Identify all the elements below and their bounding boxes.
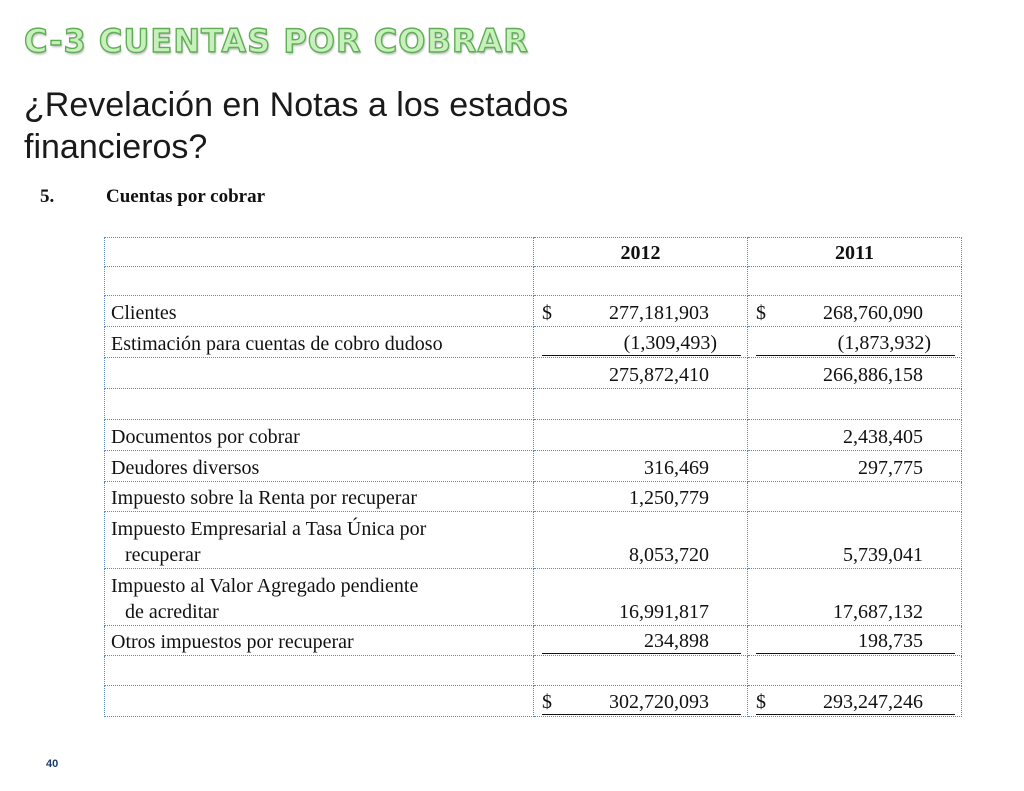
cell-2011 (748, 512, 962, 569)
row-label: Impuesto sobre la Renta por recuperar (105, 482, 534, 512)
row-label: Deudores diversos (105, 451, 534, 482)
cell-2011 (748, 358, 962, 389)
note-heading (40, 186, 265, 208)
amount: 2,438,405 (843, 426, 923, 448)
row-label: Clientes (105, 296, 534, 327)
amount: 5,739,041 (843, 544, 923, 566)
amount: 16,991,817 (619, 601, 709, 623)
amount: (1,873,932) (837, 332, 931, 354)
amount: (1,309,493) (623, 332, 717, 354)
amount: 277,181,903 (609, 302, 709, 324)
table-row-documentos (105, 420, 962, 451)
row-label (105, 512, 534, 569)
table-row-total (105, 686, 962, 717)
row-label-line1: Impuesto Empresarial a Tasa Única por (111, 518, 427, 540)
column-header-2011: 2011 (748, 238, 962, 267)
page-number: 40 (46, 758, 59, 770)
amount: 1,250,779 (629, 487, 709, 509)
amount: 268,760,090 (823, 302, 923, 324)
cell-2012 (534, 358, 748, 389)
cell-2012 (534, 451, 748, 482)
amount: 234,898 (644, 630, 709, 652)
cell-2011 (748, 296, 962, 327)
cell-2012 (534, 512, 748, 569)
cell-2012 (534, 686, 748, 717)
currency-sign: $ (542, 691, 552, 713)
cell-2012 (534, 482, 748, 512)
row-label: Otros impuestos por recuperar (105, 626, 534, 656)
cell-2012 (534, 569, 748, 626)
currency-sign: $ (756, 302, 766, 324)
cell-2011 (748, 569, 962, 626)
currency-sign: $ (756, 691, 766, 713)
amount: 275,872,410 (609, 364, 709, 386)
row-label-line2: de acreditar (125, 601, 219, 623)
table-row-ietu (105, 512, 962, 569)
amount: 198,735 (858, 630, 923, 652)
row-label: Documentos por cobrar (105, 420, 534, 451)
slide-subtitle: ¿Revelación en Notas a los estados financieros? (24, 86, 569, 166)
table-row-deudores (105, 451, 962, 482)
amount: 297,775 (858, 457, 923, 479)
cell-2011 (748, 626, 962, 656)
row-label-line2: recuperar (125, 544, 201, 566)
table-row-blank (105, 389, 962, 420)
row-label: Estimación para cuentas de cobro dudoso (105, 327, 534, 358)
row-label-line1: Impuesto al Valor Agregado pendiente (111, 575, 419, 597)
amount: 302,720,093 (609, 691, 709, 713)
column-header-2012: 2012 (534, 238, 748, 267)
cell-2012 (534, 296, 748, 327)
cell-2011 (748, 482, 962, 512)
table-row-isr (105, 482, 962, 512)
table-row-blank (105, 656, 962, 686)
cell-2012 (534, 327, 748, 358)
amount: 17,687,132 (833, 601, 923, 623)
amount: 293,247,246 (823, 691, 923, 713)
table-row-otros (105, 626, 962, 656)
table-row-blank (105, 267, 962, 296)
accounts-receivable-table (104, 237, 962, 717)
table-header-row (105, 238, 962, 267)
slide-title: C-3 CUENTAS POR COBRAR (24, 22, 529, 60)
table-row-subtotal (105, 358, 962, 389)
cell-2011 (748, 686, 962, 717)
currency-sign: $ (542, 302, 552, 324)
table-row-iva (105, 569, 962, 626)
amount: 266,886,158 (823, 364, 923, 386)
note-number: 5. (40, 186, 55, 207)
table-row-estimacion (105, 327, 962, 358)
cell-2011 (748, 420, 962, 451)
note-title: Cuentas por cobrar (106, 186, 266, 207)
amount: 316,469 (644, 457, 709, 479)
amount: 8,053,720 (629, 544, 709, 566)
cell-2012 (534, 626, 748, 656)
cell-2012 (534, 420, 748, 451)
cell-2011 (748, 327, 962, 358)
row-label (105, 569, 534, 626)
table-row-clientes (105, 296, 962, 327)
cell-2011 (748, 451, 962, 482)
